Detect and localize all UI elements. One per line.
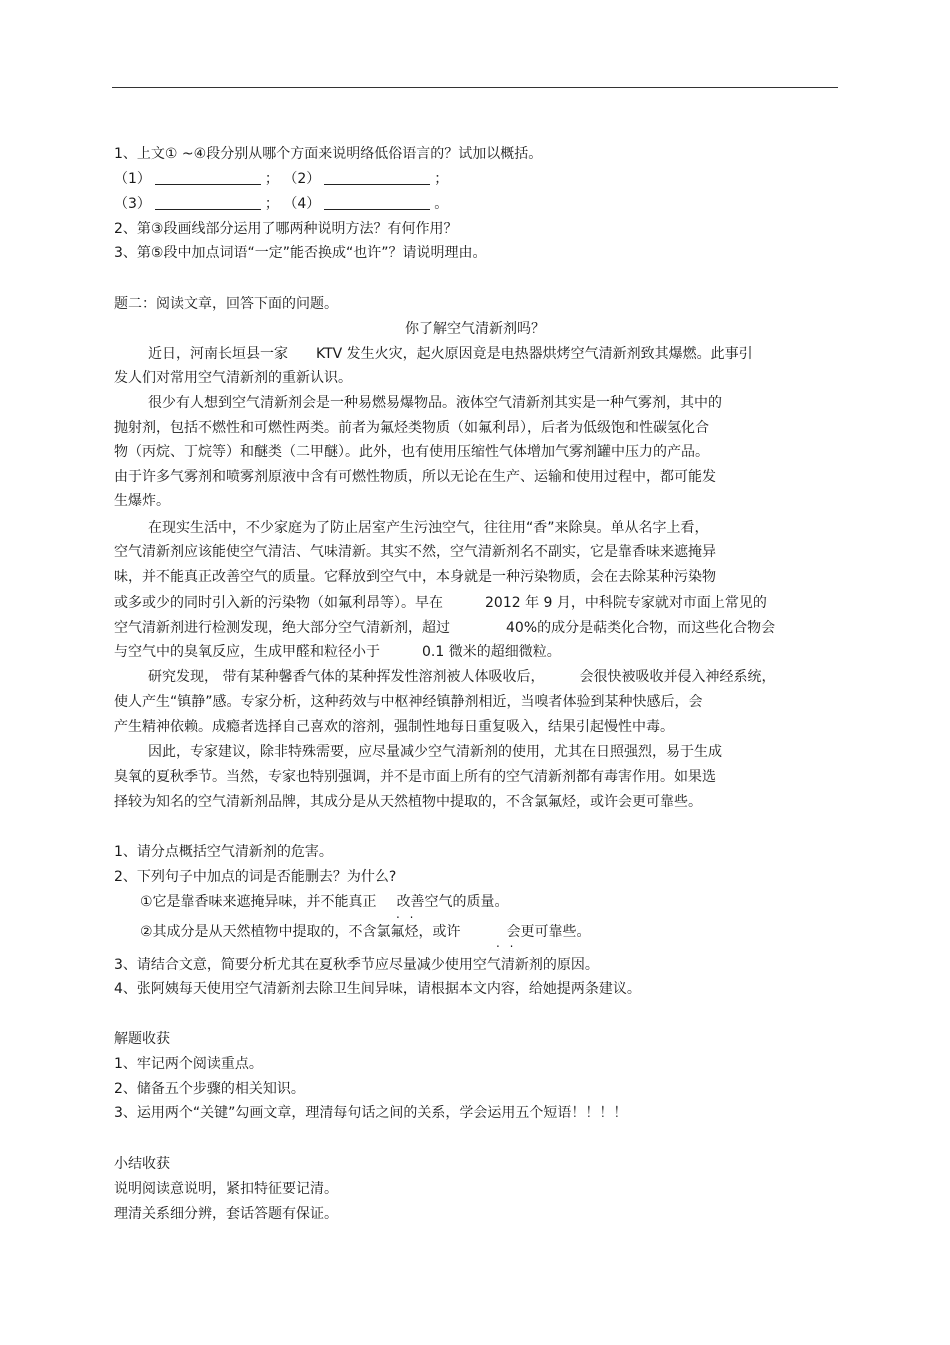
paragraph-line: 近日，河南长垣县一家 KTV 发生火灾，起火原因竟是电热器烘烤空气清新剂致其爆燃。此事引 <box>148 346 753 362</box>
separator: 。 <box>434 196 449 212</box>
answer-row-3-4 <box>114 195 448 213</box>
blank-label-2: （2） <box>283 171 321 187</box>
topic-heading: 题二：阅读文章，回答下面的问题。 <box>114 296 338 312</box>
list-item: 1、牢记两个阅读重点。 <box>114 1056 263 1072</box>
blank-label-4: （4） <box>283 196 321 212</box>
paragraph-line: 由于许多气雾剂和喷雾剂原液中含有可燃性物质，所以无论在生产、运输和使用过程中，都可能发 <box>114 469 716 485</box>
sentence-part: ②其成分是从天然植物中提取的，不含氯氟烃，或许 <box>140 924 461 940</box>
emphasis-dots: . . <box>496 936 517 950</box>
paragraph-line: 因此，专家建议，除非特殊需要，应尽量减少空气清新剂的使用，尤其在日照强烈，易于生成 <box>148 744 722 760</box>
paragraph-line: 发人们对常用空气清新剂的重新认识。 <box>114 370 352 386</box>
question-4: 4、张阿姨每天使用空气清新剂去除卫生间异味，请根据本文内容，给她提两条建议。 <box>114 981 641 997</box>
header-rule <box>112 87 838 88</box>
sentence-part: 会更可靠些。 <box>506 924 591 940</box>
summary-line: 说明阅读意说明，紧扣特征要记清。 <box>114 1181 338 1197</box>
paragraph-line: 使人产生“镇静”感。专家分析，这种药效与中枢神经镇静剂相近，当嗅者体验到某种快感后，会 <box>114 694 703 710</box>
paragraph-line: 抛射剂，包括不燃性和可燃性两类。前者为氟烃类物质（如氟利昂），后者为低级饱和性碳氢化合 <box>114 420 709 436</box>
sentence-1 <box>140 893 509 911</box>
answer-blank-1[interactable] <box>155 171 261 185</box>
paragraph-line: 味，并不能真正改善空气的质量。它释放到空气中，本身就是一种污染物质，会在去除某种污染物 <box>114 569 716 585</box>
emphasis-dots: . . <box>396 907 417 921</box>
paragraph-line: 空气清新剂应该能使空气清洁、气味清新。其实不然，空气清新剂名不副实，它是靠香味来遮掩异 <box>114 544 716 560</box>
answer-row-1-2 <box>114 170 448 188</box>
blank-label-3: （3） <box>114 196 151 212</box>
summary-line: 理清关系细分辨，套话答题有保证。 <box>114 1206 338 1222</box>
blank-label-1: （1） <box>114 171 151 187</box>
answer-blank-2[interactable] <box>324 171 430 185</box>
paragraph-line: 空气清新剂进行检测发现，绝大部分空气清新剂，超过 40%的成分是萜类化合物，而这些化合物会 <box>114 620 776 636</box>
separator: ； <box>264 171 279 187</box>
paragraph-line: 或多或少的同时引入新的污染物（如氟利昂等）。早在 2012 年 9 月，中科院专家就对市面上常见的 <box>114 595 767 611</box>
article-title: 你了解空气清新剂吗？ <box>405 321 545 337</box>
paragraph-line: 臭氧的夏秋季节。当然，专家也特别强调，并不是市面上所有的空气清新剂都有毒害作用。如果选 <box>114 769 716 785</box>
sentence-2 <box>140 923 591 941</box>
sentence-part: ①它是靠香味来遮掩异味，并不能真正 <box>140 894 377 910</box>
question-1: 1、上文① ~④段分别从哪个方面来说明络低俗语言的？试加以概括。 <box>114 146 543 162</box>
answer-blank-4[interactable] <box>324 196 430 210</box>
paragraph-line: 择较为知名的空气清新剂品牌，其成分是从天然植物中提取的，不含氯氟烃，或许会更可靠些。 <box>114 794 702 810</box>
answer-blank-3[interactable] <box>155 196 261 210</box>
sentence-part: 改善空气的质量。 <box>396 894 509 910</box>
paragraph-line: 研究发现， 带有某种馨香气体的某种挥发性溶剂被人体吸收后， 会很快被吸收并侵入神经系统， <box>148 669 776 685</box>
question-1: 1、请分点概括空气清新剂的危害。 <box>114 844 333 860</box>
section-heading: 解题收获 <box>114 1031 170 1047</box>
question-3: 3、第⑤段中加点词语“一定”能否换成“也许”？请说明理由。 <box>114 245 487 261</box>
paragraph-line: 很少有人想到空气清新剂会是一种易燃易爆物品。液体空气清新剂其实是一种气雾剂，其中的 <box>148 395 722 411</box>
list-item: 2、储备五个步骤的相关知识。 <box>114 1081 305 1097</box>
question-2: 2、第③段画线部分运用了哪两种说明方法？有何作用？ <box>114 221 458 237</box>
list-item: 3、运用两个“关键”勾画文章，理清每句话之间的关系，学会运用五个短语！！！！ <box>114 1105 628 1121</box>
paragraph-line: 生爆炸。 <box>114 493 170 509</box>
paragraph-line: 物（丙烷、丁烷等）和醚类（二甲醚）。此外，也有使用压缩性气体增加气雾剂罐中压力的产品。 <box>114 444 709 460</box>
paragraph-line: 在现实生活中，不少家庭为了防止居室产生污浊空气，往往用“香”来除臭。单从名字上看， <box>148 520 709 536</box>
section-heading: 小结收获 <box>114 1156 170 1172</box>
question-2: 2、下列句子中加点的词是否能删去？为什么? <box>114 869 397 885</box>
separator: ； <box>434 171 449 187</box>
paragraph-line: 产生精神依赖。成瘾者选择自己喜欢的溶剂，强制性地每日重复吸入，结果引起慢性中毒。 <box>114 719 674 735</box>
paragraph-line: 与空气中的臭氧反应，生成甲醛和粒径小于 0.1 微米的超细微粒。 <box>114 644 561 660</box>
question-3: 3、请结合文意，简要分析尤其在夏秋季节应尽量减少使用空气清新剂的原因。 <box>114 957 599 973</box>
separator: ； <box>264 196 279 212</box>
